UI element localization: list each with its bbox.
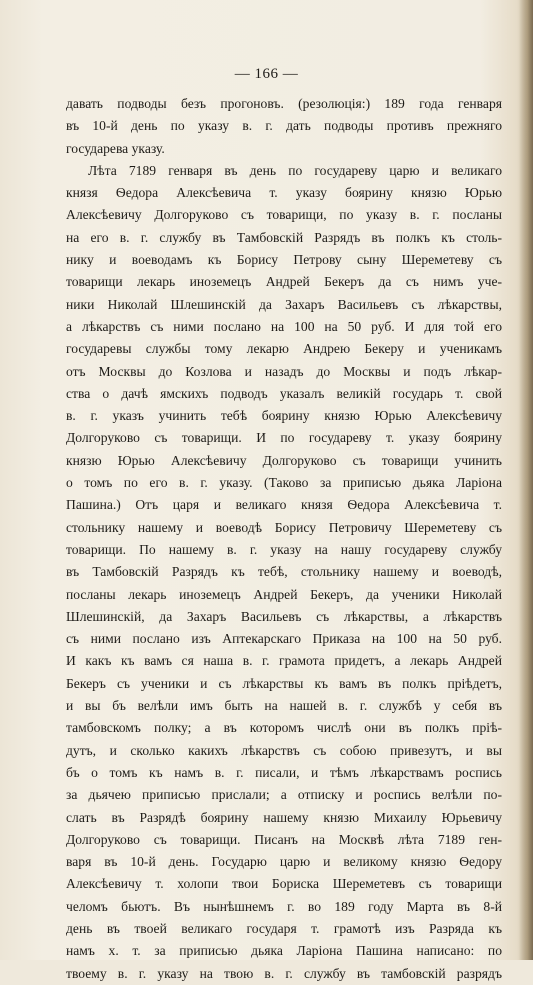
page-number: — 166 — — [234, 66, 299, 82]
text-line: въ Тамбовскій Разрядъ къ тебѣ, стольнику нашему и воеводѣ, — [66, 564, 502, 580]
text-line: дутъ, и сколько какихъ лѣкарствъ съ собою привезутъ, и вы — [66, 742, 502, 758]
text-line: Алексѣевичу Долгоруково съ товарищи, по указу в. г. посланы — [66, 207, 502, 223]
text-line: Шлешинскій, да Захаръ Васильевъ съ лѣкарствы, а лѣкарствъ — [66, 608, 502, 624]
text-line: отъ Москвы до Козлова и назадъ до Москвы и подъ лѣкар- — [66, 363, 502, 379]
text-line: а лѣкарствъ съ ними послано на 100 на 50 руб. И для той его — [66, 318, 502, 334]
text-line: Долгоруково съ товарищи. Писанъ на Москвѣ лѣта 7189 ген- — [66, 831, 502, 847]
text-line: И какъ къ вамъ ся наша в. г. грамота придетъ, а лекарь Андрей — [66, 653, 502, 669]
text-line: Долгоруково съ товарищи. И по государеву т. указу боярину — [66, 430, 502, 446]
text-line: въ 10-й день по указу в. г. дать подводы противъ прежняго — [66, 118, 502, 134]
text-line: Лѣта 7189 генваря въ день по государеву царю и великаго — [88, 162, 502, 178]
text-line: съ ними послано изъ Аптекарскаго Приказа на 100 на 50 руб. — [66, 631, 502, 647]
text-line: князя Ѳедора Алексѣевича т. указу боярину князю Юрью — [66, 185, 502, 201]
text-line: и вы бъ велѣли имъ быть на нашей в. г. службѣ у себя въ — [66, 698, 502, 714]
text-line: князю Юрью Алексѣевичу Долгоруково съ товарищи учинить — [66, 452, 502, 468]
text-line: нику и воеводамъ къ Борису Петрову сыну Шереметеву съ — [66, 252, 502, 268]
text-line: бъ о томъ къ намъ в. г. писали, и тѣмъ лѣкарствамъ роспись — [66, 764, 502, 780]
text-line: твоему в. г. указу на твою в. г. службу въ тамбовскій разрядъ — [66, 965, 502, 981]
text-line: посланы лекарь иноземецъ Андрей Бекеръ, да ученики Николай — [66, 586, 502, 602]
text-line: государева указу. — [66, 140, 165, 156]
page-binding-shadow — [519, 0, 533, 960]
text-line: в. г. указъ учинить тебѣ боярину князю Юрью Алексѣевичу — [66, 408, 502, 424]
text-line: тамбовскомъ полку; а въ которомъ числѣ они въ полкъ пріѣ- — [66, 720, 502, 736]
text-line: день въ твоей великаго государя т. грамотѣ изъ Разряда къ — [66, 920, 502, 936]
text-line: товарищи. По нашему в. г. указу на нашу государеву службу — [66, 541, 502, 557]
text-line: Алексѣевичу т. холопи твои Бориска Шереметевъ съ товарищи — [66, 876, 502, 892]
text-line: ники Николай Шлешинскій да Захаръ Васильевъ съ лѣкарствы, — [66, 296, 502, 312]
text-line: государевы службы тому лекарю Андрею Бекеру и ученикамъ — [66, 341, 502, 357]
text-line: за дьячею приписью прислали; а отписку и роспись велѣли по- — [66, 787, 502, 803]
body-text — [66, 93, 502, 985]
text-line: варя въ 10-й день. Государю царю и великому князю Ѳедору — [66, 854, 502, 870]
text-line: товарищи лекарь иноземецъ Андрей Бекеръ да съ нимъ уче- — [66, 274, 502, 290]
text-line: ства о дачѣ ямскихъ подводъ указалъ великій государь т. свой — [66, 385, 502, 401]
text-line: намъ х. т. за приписью дьяка Ларіона Пашина написано: по — [66, 943, 502, 959]
text-line: Бекеръ съ ученики и съ лѣкарствы къ вамъ въ полкъ пріѣдетъ, — [66, 675, 502, 691]
text-line: давать подводы безъ прогоновъ. (резолюція:) 189 года генваря — [66, 96, 502, 111]
text-line: о томъ по его в. г. указу. (Таково за приписью дьяка Ларіона — [66, 475, 502, 491]
text-line: челомъ бьютъ. Въ нынѣшнемъ г. во 189 году Марта въ 8-й — [66, 898, 502, 914]
text-line: стольнику нашему и воеводѣ Борису Петровичу Шереметеву съ — [66, 519, 502, 535]
text-line: Пашина.) Отъ царя и великаго князя Ѳедора Алексѣевича т. — [66, 497, 502, 513]
text-line: на его в. г. службу въ Тамбовскій Разрядъ въ полкъ къ столь- — [66, 229, 502, 245]
text-line: слать въ Разрядѣ боярину нашему князю Михаилу Юрьевичу — [66, 809, 502, 825]
